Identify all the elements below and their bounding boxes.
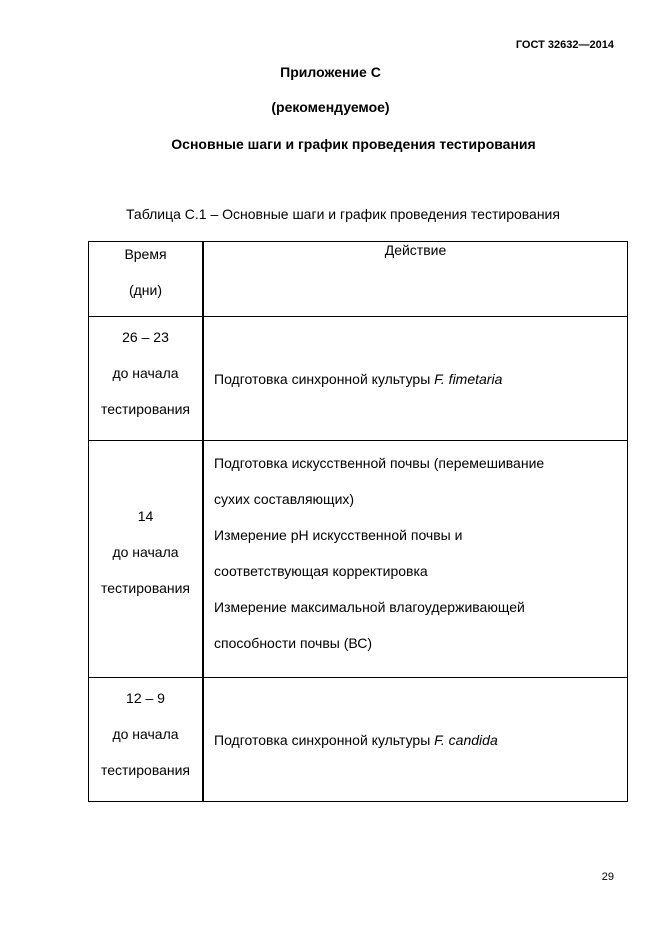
time-cell [89, 441, 204, 678]
action-line: способности почвы (ВС) [214, 635, 373, 651]
time-value: 14 [137, 508, 154, 524]
appendix-status: (рекомендуемое) [271, 99, 390, 115]
column-header-time-label: Время [124, 246, 167, 262]
action-cell [203, 317, 628, 441]
time-qualifier: тестирования [100, 762, 191, 778]
time-qualifier: до начала [112, 544, 179, 560]
steps-table [88, 241, 628, 802]
action-line: Измерение рН искусственной почвы и [214, 527, 463, 543]
table-row [89, 678, 628, 802]
species-name: F. fimetaria [434, 370, 503, 387]
table-row [89, 441, 628, 678]
action-line: Подготовка искусственной почвы (перемешивание [214, 455, 545, 471]
appendix-heading: Основные шаги и график проведения тестирования [171, 136, 536, 152]
page-number: 29 [601, 871, 614, 883]
table-caption: Таблица С.1 – Основные шаги и график проведения тестирования [126, 206, 560, 222]
action-text: Подготовка синхронной культуры [214, 731, 435, 748]
time-qualifier: тестирования [100, 580, 191, 596]
time-qualifier: тестирования [100, 401, 191, 417]
time-qualifier: до начала [112, 726, 179, 742]
time-value: 12 – 9 [126, 690, 165, 706]
action-line: соответствующая корректировка [214, 563, 428, 579]
action-line: Измерение максимальной влагоудерживающей [214, 599, 525, 615]
table-header-row [89, 242, 628, 317]
time-value: 26 – 23 [122, 329, 169, 345]
time-cell [89, 317, 204, 441]
column-header-time [89, 242, 204, 317]
appendix-title: Приложение С [280, 64, 381, 80]
action-line: сухих составляющих) [214, 491, 355, 507]
action-cell [203, 441, 628, 678]
species-name: F. candida [434, 731, 498, 748]
action-cell [203, 678, 628, 802]
table-row [89, 317, 628, 441]
column-header-action: Действие [203, 242, 628, 317]
column-header-time-unit: (дни) [128, 282, 163, 298]
time-qualifier: до начала [112, 365, 179, 381]
document-code: ГОСТ 32632—2014 [515, 39, 614, 51]
action-text: Подготовка синхронной культуры [214, 370, 435, 387]
time-cell [89, 678, 204, 802]
